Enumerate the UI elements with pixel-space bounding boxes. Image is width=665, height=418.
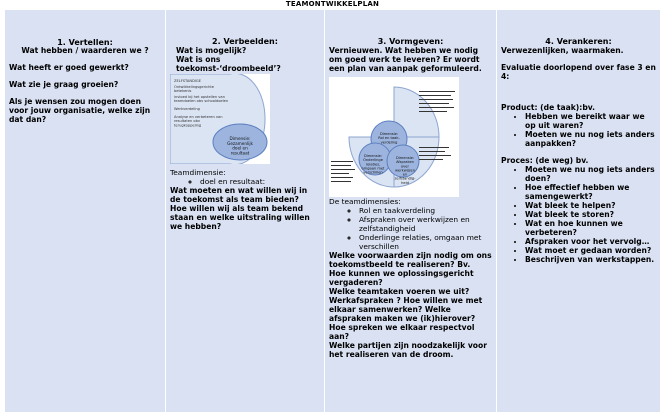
col2-teamdimensie: Teamdimensie: xyxy=(170,168,226,177)
col2-team-item: ◦ doel en resultaat: xyxy=(200,177,320,186)
column-3-heading: 3. Vormgeven: xyxy=(377,37,444,46)
dim-label-2: Dimensie: Onderlinge relaties, omgaan met verschillen xyxy=(361,154,385,175)
col3-teamdimensies: De teamdimensies: xyxy=(329,197,401,206)
col3-dim-1: ◦ Rol en taakverdeling xyxy=(359,206,492,215)
column-vormgeven xyxy=(325,10,497,412)
col4-proces: Proces: (de weg) bv. xyxy=(501,156,589,165)
teamdimensies-diagram xyxy=(329,77,459,197)
column-1-heading-text: 1. Vertellen: xyxy=(57,38,113,47)
col3-intro: Vernieuwen. Wat hebben we nodig om goed werk te leveren? Er wordt een plan van aanpak geformuleerd. xyxy=(329,46,482,73)
col3-dim-3: ◦ Onderlinge relaties, omgaan met verschillen xyxy=(359,233,492,251)
col4-proces-item-2: • Hoe effectief hebben we samengewerkt? xyxy=(525,183,656,201)
col4-product-item-2: • Moeten we nu nog iets anders aanpakken? xyxy=(525,130,656,148)
col4-product: Product: (de taak):bv. xyxy=(501,103,595,112)
col2-line-1: Wat is mogelijk? xyxy=(176,46,247,55)
col4-eval: Evaluatie doorlopend over fase 3 en 4: xyxy=(501,63,656,81)
col4-proces-item-4: • Wat bleek te storen? xyxy=(525,210,656,219)
col3-questions: Welke voorwaarden zijn nodig om ons toekomstbeeld te realiseren? Bv. Hoe kunnen we oplossingsgericht vergaderen? Welke teamtaken voeren we uit? Werkafspraken ? Hoe willen we met elkaar samenwerken? Welke afspraken maken we (ik)hierover? Hoe spreken we elkaar respectvol aan? Welke partijen zijn noodzakelijk voor het realiseren van de droom. xyxy=(329,251,492,359)
col4-proces-item-1: • Moeten we nu nog iets anders doen? xyxy=(525,165,656,183)
col1-line-4: Als je wensen zou mogen doen voor jouw organisatie, welke zijn dat dan? xyxy=(9,97,151,124)
col4-proces-item-3: • Wat bleek te helpen? xyxy=(525,201,656,210)
diagram-svg xyxy=(170,74,270,164)
dim-label-3: Dimensie: Afspraken over werkwijzen en zelfstandig-heid xyxy=(394,156,416,185)
document-title: TEAMONTWIKKELPLAN xyxy=(285,0,380,8)
column-verbeelden xyxy=(166,10,325,412)
col1-line-1: Wat hebben / waarderen we ? xyxy=(21,46,149,55)
teamdimensies-svg xyxy=(329,77,459,197)
col4-proces-item-7: • Wat moet er gedaan worden? xyxy=(525,246,656,255)
col4-proces-item-6: • Afspraken voor het vervolg… xyxy=(525,237,656,246)
doel-resultaat-diagram xyxy=(170,74,270,164)
col4-proces-item-5: • Wat en hoe kunnen we verbeteren? xyxy=(525,219,656,237)
diagram-item-1: ZELFSTANDIGE xyxy=(174,79,201,83)
column-1-heading xyxy=(5,38,165,47)
col3-dim-2: ◦ Afspraken over werkwijzen en zelfstandigheid xyxy=(359,215,492,233)
column-4-heading: 4. Verankeren: xyxy=(545,37,612,46)
col1-line-3: Wat zie je graag groeien? xyxy=(9,80,119,89)
column-verankeren xyxy=(497,10,660,412)
col2-questions: Wat moeten en wat willen wij in de toekomst als team bieden? Hoe willen wij als team bekend staan en welke uitstraling willen we hebben? xyxy=(170,186,310,231)
diagram-item-3: invloed bij het opstellen van teamdoelen obv schooldoelen xyxy=(174,95,229,104)
plan-table xyxy=(5,10,660,412)
dim-label-1: Dimensie: Rol en taak-verdeling xyxy=(378,132,400,145)
diagram-item-4: Werkverdeling xyxy=(174,107,200,111)
diagram-item-5: Analyse en verbeteren van resultaten obv terugkoppeling xyxy=(174,115,223,128)
col4-proces-item-8: • Beschrijven van werkstappen. xyxy=(525,255,656,264)
column-2-heading: 2. Verbeelden: xyxy=(212,37,278,46)
col4-intro: Verwezenlijken, waarmaken. xyxy=(501,46,624,55)
col2-line-2: Wat is ons toekomst-‘droombeeld’? xyxy=(176,55,281,73)
col4-product-item-1: • Hebben we bereikt waar we op uit waren? xyxy=(525,112,656,130)
column-vertellen xyxy=(5,10,166,412)
diagram-label: Dimensie: Gezamenlijk doel en resultaat xyxy=(227,136,253,156)
col1-line-2: Wat heeft er goed gewerkt? xyxy=(9,63,129,72)
diagram-item-2: Ontwikkelingsgerichte betekenis xyxy=(174,85,214,94)
